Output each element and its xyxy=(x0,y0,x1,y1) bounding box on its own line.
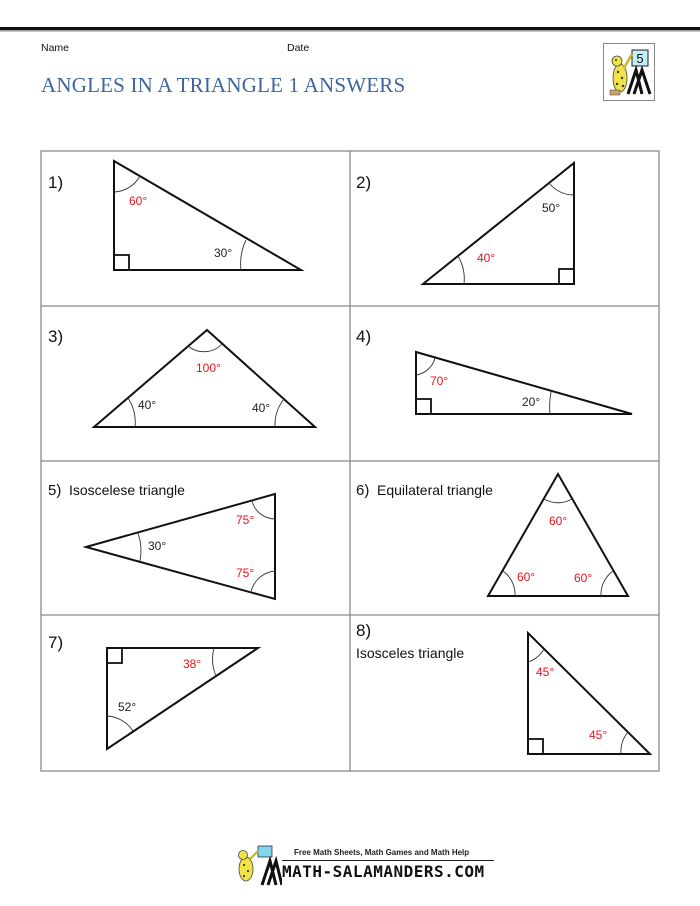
problem-4 xyxy=(356,327,632,414)
problem-number: 7) xyxy=(48,633,64,652)
footer-site-link[interactable]: MATH-SALAMANDERS.COM xyxy=(282,862,485,881)
angle-arc xyxy=(621,732,628,754)
answer-angle: 60° xyxy=(517,570,536,584)
right-triangle xyxy=(114,161,301,270)
angle-arc xyxy=(114,176,140,192)
angle-arc xyxy=(458,256,464,284)
problem-number: 3) xyxy=(48,327,64,346)
given-angle: 20° xyxy=(522,395,541,409)
problem-number: 2) xyxy=(356,173,372,192)
angle-arc xyxy=(107,716,133,731)
answer-angle: 60° xyxy=(129,194,148,208)
answer-angle: 45° xyxy=(589,728,608,742)
given-angle: 30° xyxy=(148,539,167,553)
angle-arc xyxy=(601,571,613,596)
problem-7 xyxy=(48,633,258,749)
triangle xyxy=(94,330,315,427)
angle-arc xyxy=(241,240,246,270)
date-label: Date xyxy=(287,42,310,54)
given-angle: 40° xyxy=(138,398,157,412)
answer-angle: 60° xyxy=(574,571,593,585)
footer-salamander-logo xyxy=(232,845,282,887)
problem-8 xyxy=(356,621,650,754)
angle-arc xyxy=(416,358,435,375)
equilateral-triangle xyxy=(488,474,628,596)
problem-number: 4) xyxy=(356,327,372,346)
angle-arc xyxy=(213,648,216,676)
problem-2 xyxy=(356,163,574,284)
given-angle: 50° xyxy=(542,201,561,215)
problem-number: 8) xyxy=(356,621,372,640)
triangle-caption: Isosceles triangle xyxy=(356,645,465,661)
answer-angle: 40° xyxy=(477,251,496,265)
angle-arc xyxy=(252,501,275,519)
answer-angle: 100° xyxy=(196,361,221,375)
angle-arc xyxy=(503,571,515,596)
problem-6 xyxy=(356,474,628,596)
problem-1 xyxy=(48,161,301,270)
right-triangle xyxy=(423,163,574,284)
angle-arc xyxy=(528,649,544,662)
angle-arc xyxy=(550,392,551,414)
page-title: ANGLES IN A TRIANGLE 1 ANSWERS xyxy=(41,73,406,97)
triangle-caption: Equilateral triangle xyxy=(377,482,493,498)
answer-angle: 70° xyxy=(430,374,449,388)
answer-angle: 75° xyxy=(236,513,255,527)
given-angle: 40° xyxy=(252,401,271,415)
triangle-caption: Isoscelese triangle xyxy=(69,482,185,498)
problem-5 xyxy=(48,482,275,599)
answer-angle: 38° xyxy=(183,657,202,671)
right-angle-marker xyxy=(528,739,543,754)
problem-number: 6) xyxy=(356,482,370,499)
right-angle-marker xyxy=(416,399,431,414)
angle-arc xyxy=(275,399,284,427)
angle-arc xyxy=(138,533,141,561)
answer-angle: 75° xyxy=(236,566,255,580)
angle-arc xyxy=(188,344,222,352)
footer-tagline: Free Math Sheets, Math Games and Math Help xyxy=(294,848,470,857)
angle-arc xyxy=(251,571,275,592)
problem-number: 1) xyxy=(48,173,64,192)
isosceles-triangle xyxy=(86,494,275,599)
footer-rule xyxy=(282,860,494,861)
right-angle-marker xyxy=(559,269,574,284)
angle-arc xyxy=(544,499,572,503)
given-angle: 52° xyxy=(118,700,137,714)
given-angle: 30° xyxy=(214,246,233,260)
name-label: Name xyxy=(41,42,70,54)
right-angle-marker xyxy=(114,255,129,270)
salamander-icon xyxy=(232,845,282,887)
problem-3 xyxy=(48,327,315,427)
answer-angle: 45° xyxy=(536,665,555,679)
angle-arc xyxy=(549,183,574,195)
svg-text:5: 5 xyxy=(636,51,644,66)
right-angle-marker xyxy=(107,648,122,663)
answer-angle: 60° xyxy=(549,514,568,528)
angle-arc xyxy=(128,398,135,427)
problem-number: 5) xyxy=(48,482,62,499)
